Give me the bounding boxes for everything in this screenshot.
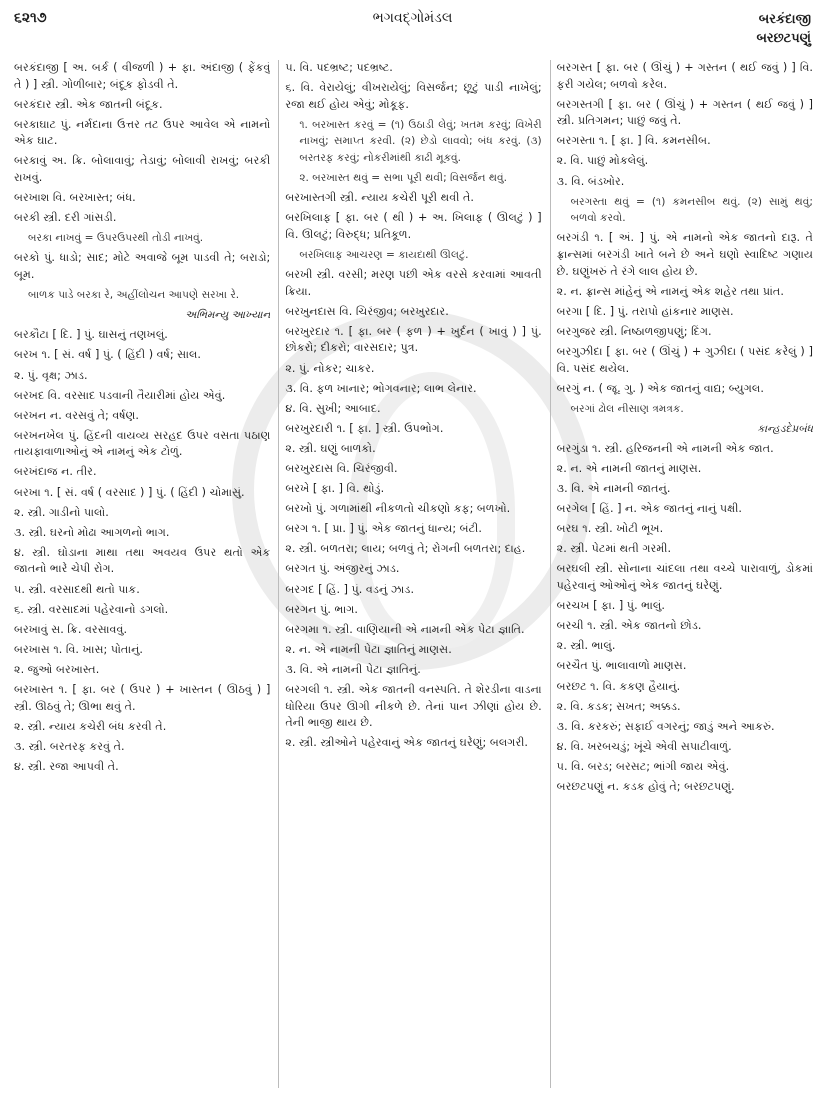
- dictionary-entry: બરગ ૧. [ પ્રા. ] પું. એક જાતનું ધાન્ય; બંટી.: [285, 522, 482, 536]
- dictionary-entry: બરખિલાફ [ ફા. બર ( થી ) + અ. ખિલાફ ( ઊલટું ) ] વિ. ઊલટું; વિરુદ્ધ; પ્રતિકૂળ.: [285, 211, 542, 241]
- dictionary-entry: બરગું ન. ( જૂ. ગુ. ) એક જાતનું વાદ્ય; બ્યુગલ.: [556, 381, 764, 395]
- dictionary-entry: બરખદ વિ. વરસાદ પડવાની તૈયારીમાં હોય એવું.: [14, 388, 226, 402]
- dictionary-entry: બરચૈત પું. ભાલાવાળો માણસ.: [556, 659, 687, 673]
- dictionary-entry: બરખાસ્ત ૧. [ ફા. બર ( ઉપર ) + ખાસ્તન ( ઊઠવું ) ] સ્ત્રી. ઊઠવું તે; ઊભા થવું તે.: [14, 683, 271, 713]
- dictionary-entry: ૨. ન. ફ્રાન્સ માંહેનું એ નામનું એક શહેર તથા પ્રાંત.: [556, 284, 784, 298]
- dictionary-entry: બરગંડી ૧. [ અં. ] પું. એ નામનો એક જાતનો દારૂ. તે ફ્રાન્સમાં બરગંડી ખાતે બને છે અને ઘણો સ્વાદિષ્ટ ગણાય છે. ઘણુંખરું તે રંગે લાલ હોય છે.: [556, 231, 813, 278]
- dictionary-entry: ૪. વિ. ખરબચડું; ખૂંચે એવી સપાટીવાળું.: [556, 739, 732, 753]
- dictionary-entry: બરકંદાર સ્ત્રી. એક જાતની બંદૂક.: [14, 97, 163, 111]
- page-header: [14, 10, 811, 58]
- dictionary-entry: બરખુરદાસ વિ. ચિરંજીવી.: [285, 461, 398, 475]
- dictionary-entry: બરકંદાજી [ અ. બર્ક ( વીજળી ) + ફા. અંદાજી ( ફેંકવું તે ) ] સ્ત્રી. ગોળીબાર; બંદૂક ફોડવી તે.: [14, 61, 271, 91]
- dictionary-entry: ૨. પું. નોકર; ચાકર.: [285, 361, 375, 375]
- dictionary-entry: ૧. બરખાસ્ત કરવું = (૧) ઉઠાડી લેવું; ખતમ કરવું; વિખેરી નાખવું; સમાપ્ત કરવી. (૨) છેડો લાવવો; બંધ કરવું. (૩) બરતરફ કરવું; નોકરીમાંથી કાઢી મૂકવું.: [299, 118, 542, 164]
- dictionary-entry: ૪. સ્ત્રી. રજા આપવી તે.: [14, 759, 119, 773]
- column-left: [14, 60, 270, 1088]
- dictionary-entry: બરખિલાફ આચરણ = કાયદાથી ઊલટું.: [299, 248, 469, 261]
- dictionary-entry: બરચી ૧. સ્ત્રી. એક જાતનો છોડ.: [556, 619, 702, 633]
- dictionary-entry: બરગેલ [ હિં. ] ન. એક જાતનું નાનું પક્ષી.: [556, 502, 742, 516]
- dictionary-entry: કાન્હડદેપ્રબંધ: [757, 422, 813, 435]
- dictionary-entry: બરખી સ્ત્રી. વરસી; મરણ પછી એક વરસે કરવામાં આવતી ક્રિયા.: [285, 268, 542, 298]
- dictionary-entry: બરખુરદાર ૧. [ ફા. બર ( ફળ ) + ખુર્દન ( ખાવું ) ] પું. છોકરો; દીકરો; વારસદાર; પુત્ર.: [285, 324, 542, 355]
- dictionary-entry: ૪. વિ. સુખી; આબાદ.: [285, 401, 381, 415]
- dictionary-entry: બરગસ્તા ૧. [ ફા. ] વિ. કમનસીબ.: [556, 134, 711, 148]
- dictionary-entry: બાળક પાડે બરકા રે, અહીંલોચન આપણે સરખા રે.: [28, 289, 240, 302]
- dictionary-entry: બરગત પું. અંજીરનું ઝાડ.: [285, 562, 400, 576]
- dictionary-entry: બરખન ન. વરસવું તે; વર્ષણ.: [14, 408, 139, 422]
- dictionary-entry: બરખાસ્તગી સ્ત્રી. ન્યાય કચેરી પૂરી થવી તે.: [285, 191, 474, 205]
- dictionary-entry: બરકાવું અ. ક્રિ. બોલાવાવું; તેડાવું; બોલાવી રાખવું; બરકી રાખવું.: [14, 154, 271, 185]
- dictionary-entry: ૩. વિ. એ નામની જાતનું.: [556, 482, 671, 496]
- dictionary-entry: ૩. વિ. એ નામની પેટા જ્ઞાતિનું.: [285, 662, 421, 676]
- dictionary-entry: બરગુઝીદા [ ફા. બર ( ઊંચું ) + ગુઝીદા ( પસંદ કરેલું ) ] વિ. પસંદ થયેલ.: [556, 344, 813, 375]
- dictionary-entry: બરખો પું. ગળામાંથી નીકળતો ચીકણો કફ; બળખો.: [285, 502, 511, 516]
- dictionary-entry: બરખુરદારી ૧. [ ફા. ] સ્ત્રી. ઉપભોગ.: [285, 421, 444, 435]
- dictionary-entry: ૬. સ્ત્રી. વરસાદમાં પહેરવાનો ડગલો.: [14, 602, 169, 616]
- dictionary-entry: બરકૌટા [ દિ. ] પું. ઘાસનું તણખલું.: [14, 328, 168, 342]
- dictionary-entry: બરખા ૧. [ સં. વર્ષ ( વરસાદ ) ] પું. ( હિંદી ) ચોમાસું.: [14, 485, 245, 499]
- dictionary-entry: બરખુનદાસ વિ. ચિરંજીવ; બરખુરદાર.: [285, 304, 449, 318]
- dictionary-entry: બરગસ્તગી [ ફા. બર ( ઊંચું ) + ગસ્તન ( થઈ જવું ) ] સ્ત્રી. પ્રતિગમન; પાછું જવું તે.: [556, 97, 813, 128]
- dictionary-entry: ૨. જુઓ બરખાસ્ત.: [14, 662, 100, 676]
- dictionary-entry: બરખે [ ફા. ] વિ. થોડું.: [285, 482, 385, 496]
- dictionary-entry: ૨. વિ. પાછું મોકલેલું.: [556, 154, 649, 168]
- dictionary-entry: ૨. ન. એ નામની પેટા જ્ઞાતિનું માણસ.: [285, 642, 452, 656]
- dictionary-entry: ૩. વિ. કરકરું; સફાઈ વગરનું; જાડું અને આકરું.: [556, 719, 775, 733]
- dictionary-entry: ૨. સ્ત્રી. ન્યાય કચેરી બંધ કરવી તે.: [14, 719, 167, 733]
- dictionary-entry: બરગા [ દિ. ] પું. તરાપો હાંકનાર માણસ.: [556, 304, 734, 318]
- guide-word-first: બરકંદાજી: [758, 12, 811, 27]
- dictionary-entry: ૨. સ્ત્રી. ગાડીનો પાલો.: [14, 505, 109, 519]
- dictionary-entry: ૨. બરખાસ્ત થવું = સભા પૂરી થવી; વિસર્જન થવું.: [299, 172, 507, 185]
- dictionary-entry: ૫. વિ. પદભ્રષ્ટ; પદભ્રષ્ટ.: [285, 61, 393, 74]
- dictionary-entry: બરખાશ વિ. બરખાસ્ત; બંધ.: [14, 191, 136, 205]
- dictionary-entry: બરઘલી સ્ત્રી. સોનાના ચાંદલા તથા વચ્ચે પારાવાળું, ડોકમાં પહેરવાનું ઓઓનું એક જાતનું ઘરેણું.: [556, 562, 813, 593]
- dictionary-entry: બરઘ ૧. સ્ત્રી. ખોટી ભૂખ.: [556, 522, 664, 536]
- dictionary-entry: બરખંદાજ ન. તીર.: [14, 465, 97, 479]
- dictionary-entry: બરગુજર સ્ત્રી. નિષ્ઠાળજીપણું; દિંગ.: [556, 324, 712, 338]
- dictionary-entry: ૩. વિ. ફળ ખાનાર; ભોગવનાર; લાભ લેનાર.: [285, 381, 477, 395]
- dictionary-entry: ૪. સ્ત્રી. ઘોડાના માથા તથા અવયવ ઉપર થતો એક જાતનો ભારે ચેપી રોગ.: [14, 545, 271, 576]
- dictionary-entry: બરચખ [ ફા. ] પું. ભાલું.: [556, 599, 665, 613]
- dictionary-entry: ૨. સ્ત્રી. બળતરા; લાય; બળવું તે; રોગની બળતરા; દાહ.: [285, 542, 526, 556]
- column-middle: [278, 60, 541, 1088]
- dictionary-entry: ૨. સ્ત્રી. ઘણું બાળકો.: [285, 441, 376, 455]
- page-number: ૬૨૧૭: [14, 10, 47, 26]
- dictionary-entry: ૨. ન. એ નામની જાતનું માણસ.: [556, 461, 702, 475]
- dictionary-entry: બરખ ૧. [ સં. વર્ષ ] પું. ( હિંદી ) વર્ષ; સાલ.: [14, 348, 201, 362]
- dictionary-entry: ૨. વિ. કડક; સખત; અક્કડ.: [556, 699, 681, 713]
- dictionary-entry: બરખાસ ૧. વિ. ખાસ; પોતાનું.: [14, 642, 143, 656]
- dictionary-entry: ૩. વિ. બંડખોર.: [556, 174, 625, 188]
- dictionary-entry: બરગમા ૧. સ્ત્રી. વાણિયાની એ નામની એક પેટા જ્ઞાતિ.: [285, 622, 525, 636]
- dictionary-entry: બરગલી ૧. સ્ત્રી. એક જાતની વનસ્પતિ. તે શેરડીના વાડના ધોરિયા ઉપર ઊગી નીકળે છે. તેનાં પાન ઝીણાં હોય છે. તેની ભાજી થાય છે.: [285, 683, 542, 730]
- dictionary-entry: બરગદ [ હિં. ] પું. વડનું ઝાડ.: [285, 582, 414, 596]
- dictionary-entry: બરગુંડા ૧. સ્ત્રી. હરિજનની એ નામની એક જાત.: [556, 441, 774, 455]
- dictionary-entry: બરગસ્ત [ ફા. બર ( ઊંચું ) + ગસ્તન ( થઈ જવું ) ] વિ. ફરી ગયેલ; બળવો કરેલ.: [556, 61, 813, 91]
- dictionary-entry: બરછટપણું ન. કડક હોવું તે; બરછટપણું.: [556, 779, 735, 793]
- dictionary-entry: બરછટ ૧. વિ. કકણ હૈયાનું.: [556, 679, 681, 693]
- dictionary-entry: બરગન પું. ભાગ.: [285, 602, 358, 616]
- book-title: ભગવદ્ગોમંડલ: [372, 10, 453, 26]
- dictionary-entry: ૩. સ્ત્રી. બરતરફ કરવું તે.: [14, 739, 125, 753]
- dictionary-entry: ૨. સ્ત્રી. પેટમાં થતી ગરમી.: [556, 542, 671, 556]
- dictionary-entry: બરગસ્તા થવું = (૧) કમનસીબ થવું. (૨) સામું થવું; બળવો કરવો.: [570, 195, 813, 225]
- guide-words: [756, 10, 811, 48]
- dictionary-entry: બરકો પું. ધાડો; સાદ; મોટે અવાજે બૂમ પાડવી તે; બરાડો; બૂમ.: [14, 251, 271, 282]
- column-right: [550, 60, 813, 1088]
- guide-word-last: બરછટપણું: [756, 31, 811, 46]
- dictionary-entry: બરગાં ઢોલ નીસાણ ત્રમત્રક.: [570, 402, 684, 415]
- dictionary-entry: ૩. સ્ત્રી. ઘરનો મોઢા આગળનો ભાગ.: [14, 525, 170, 539]
- dictionary-entry: બરખનખેલ પું. હિંદની વાયવ્ય સરહદ ઉપર વસતા પઠાણ તાયફાવાળાઓનું એ નામનું એક ટોળું.: [14, 428, 271, 459]
- dictionary-entry: બરકી સ્ત્રી. દરી ગાંસડી.: [14, 211, 117, 225]
- dictionary-entry: ૬. વિ. વેરાયેલું; વીખરાયેલું; વિસર્જન; છૂટું પાડી નાખેલું; રજા થઈ હોય એવું; મોકૂફ.: [285, 81, 542, 111]
- dictionary-entry: ૨. સ્ત્રી. ભાલું.: [556, 639, 616, 653]
- dictionary-columns: [14, 60, 813, 1088]
- dictionary-entry: અભિમન્યુ આખ્યાન: [185, 309, 271, 322]
- dictionary-entry: બરકા નાખવું = ઉપરઉપરથી તોડી નાખવું.: [28, 232, 204, 245]
- dictionary-entry: ૨. સ્ત્રી. સ્ત્રીઓને પહેરવાનું એક જાતનું ઘરેણું; બલગરી.: [285, 736, 528, 750]
- dictionary-entry: બરકાઘાટ પું. નર્મદાના ઉત્તર તટ ઉપર આવેલ એ નામનો એક ઘાટ.: [14, 117, 271, 148]
- dictionary-entry: ૨. પું. વૃક્ષ; ઝાડ.: [14, 368, 88, 382]
- dictionary-entry: ૫. સ્ત્રી. વરસાદથી થતો પાક.: [14, 582, 140, 596]
- dictionary-entry: ૫. વિ. બરડ; બરસટ; ભાંગી જાય એવું.: [556, 759, 730, 773]
- dictionary-entry: બરખાવું સ. ક્રિ. વરસાવવું.: [14, 622, 127, 636]
